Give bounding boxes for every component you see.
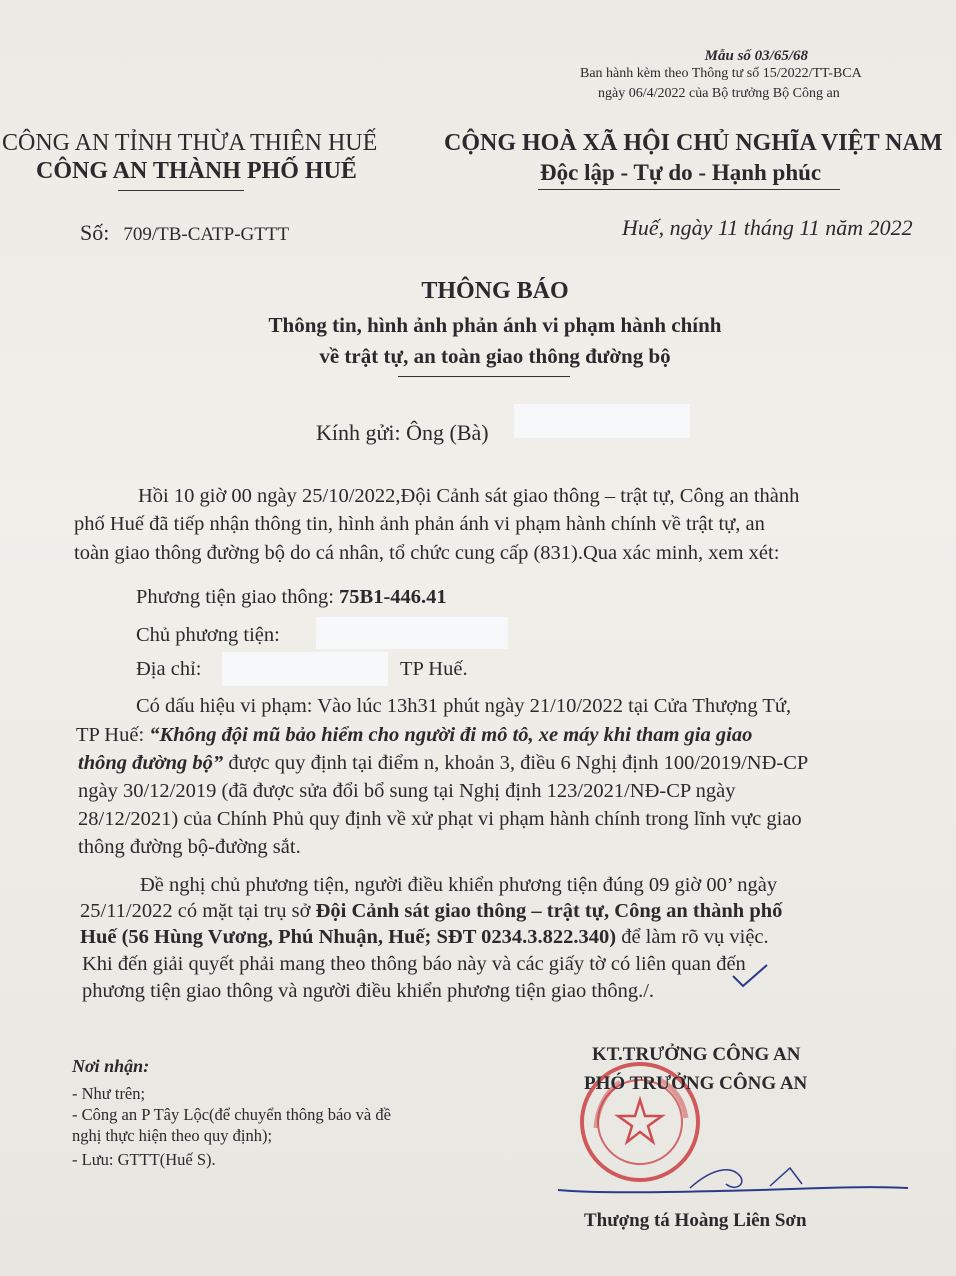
handwritten-signature-icon — [540, 1150, 920, 1210]
issued-note-line1: Ban hành kèm theo Thông tư số 15/2022/TT-BCA — [580, 66, 862, 81]
address-label: Địa chỉ: — [136, 658, 202, 680]
agency-name: CÔNG AN THÀNH PHỐ HUẾ — [36, 158, 357, 184]
agency-parent: CÔNG AN TỈNH THỪA THIÊN HUẾ — [2, 130, 378, 156]
recipient-item: - Như trên; — [72, 1084, 146, 1103]
document-number — [80, 220, 289, 246]
recipient-item: nghị thực hiện theo quy định); — [72, 1126, 273, 1145]
recipients-title: Nơi nhận: — [72, 1056, 150, 1076]
motto-underline — [538, 189, 840, 190]
request-office: Đội Cảnh sát giao thông – trật tự, Công an thành phố — [315, 900, 783, 922]
redacted-recipient-name — [514, 404, 690, 438]
greeting: Kính gửi: Ông (Bà) — [316, 420, 489, 445]
request-line5: phương tiện giao thông và người điều khiển phương tiện giao thông./. — [82, 980, 655, 1002]
request-line2 — [80, 900, 782, 923]
office-address: Huế (56 Hùng Vương, Phú Nhuận, Huế; SĐT 0234.3.822.340) — [80, 926, 617, 948]
notice-title: THÔNG BÁO — [421, 278, 569, 304]
violation-line5: 28/12/2021) của Chính Phủ quy định về xử phạt vi phạm hành chính trong lĩnh vực giao — [78, 808, 802, 830]
vehicle-label: Phương tiện giao thông: — [136, 586, 334, 608]
document-number-label: Số: — [80, 220, 110, 245]
request-line3 — [80, 926, 769, 949]
paragraph1-line2: phố Huế đã tiếp nhận thông tin, hình ảnh phản ánh vi phạm hành chính về trật tự, an — [74, 513, 765, 535]
violation-description: “Không đội mũ bảo hiểm cho người đi mô tô, xe máy khi tham gia giao — [149, 724, 753, 746]
national-motto: Độc lập - Tự do - Hạnh phúc — [540, 160, 822, 185]
violation-description-end: thông đường bộ” — [78, 752, 224, 774]
vehicle-plate: 75B1-446.41 — [339, 586, 447, 608]
subtitle-underline — [398, 376, 570, 377]
paragraph1-line1: Hồi 10 giờ 00 ngày 25/10/2022,Đội Cảnh sát giao thông – trật tự, Công an thành — [138, 485, 800, 507]
notice-subtitle-line2: về trật tự, an toàn giao thông đường bộ — [319, 344, 671, 368]
recipient-item: - Công an P Tây Lộc(để chuyển thông báo và đề — [72, 1105, 391, 1124]
signature-title-line1: KT.TRƯỞNG CÔNG AN — [592, 1044, 801, 1065]
document-date: Huế, ngày 11 tháng 11 năm 2022 — [622, 215, 913, 240]
signature-title-line2: PHÓ TRƯỞNG CÔNG AN — [584, 1073, 808, 1094]
request-line4: Khi đến giải quyết phải mang theo thông báo này và các giấy tờ có liên quan đến — [82, 953, 746, 975]
request-date: 25/11/2022 có mặt tại trụ sở — [80, 900, 316, 922]
request-line1: Đề nghị chủ phương tiện, người điều khiển phương tiện đúng 09 giờ 00’ ngày — [140, 874, 778, 896]
violation-line4: ngày 30/12/2019 (đã được sửa đổi bổ sung tại Nghị định 123/2021/NĐ-CP ngày — [78, 780, 736, 802]
notice-subtitle-line1: Thông tin, hình ảnh phản ánh vi phạm hành chính — [268, 313, 722, 337]
violation-regulation: được quy định tại điểm n, khoản 3, điều 6 Nghị định 100/2019/NĐ-CP — [223, 752, 809, 774]
signer-name: Thượng tá Hoàng Liên Sơn — [584, 1210, 807, 1231]
paragraph1-line3: toàn giao thông đường bộ do cá nhân, tổ chức cung cấp (831).Qua xác minh, xem xét: — [74, 542, 780, 564]
national-title: CỘNG HOÀ XÃ HỘI CHỦ NGHĨA VIỆT NAM — [444, 130, 943, 156]
redacted-address — [222, 652, 388, 686]
violation-line1: Có dấu hiệu vi phạm: Vào lúc 13h31 phút ngày 21/10/2022 tại Cửa Thượng Tứ, — [136, 695, 792, 717]
issued-note-line2: ngày 06/4/2022 của Bộ trưởng Bộ Công an — [598, 86, 840, 101]
address-suffix: TP Huế. — [400, 658, 468, 680]
document-number-value: 709/TB-CATP-GTTT — [123, 224, 290, 245]
owner-label: Chủ phương tiện: — [136, 624, 280, 646]
violation-line2 — [76, 724, 752, 747]
recipient-item: - Lưu: GTTT(Huế S). — [72, 1150, 216, 1169]
form-number: Mẫu số 03/65/68 — [704, 48, 808, 64]
request-purpose: để làm rõ vụ việc. — [616, 926, 769, 948]
checkmark-icon — [730, 962, 770, 992]
violation-line6: thông đường bộ-đường sắt. — [78, 836, 301, 858]
redacted-owner-name — [316, 617, 508, 649]
violation-line3 — [78, 752, 808, 775]
violation-location: TP Huế: — [76, 724, 150, 746]
agency-underline — [118, 190, 244, 191]
vehicle-line — [136, 586, 447, 609]
